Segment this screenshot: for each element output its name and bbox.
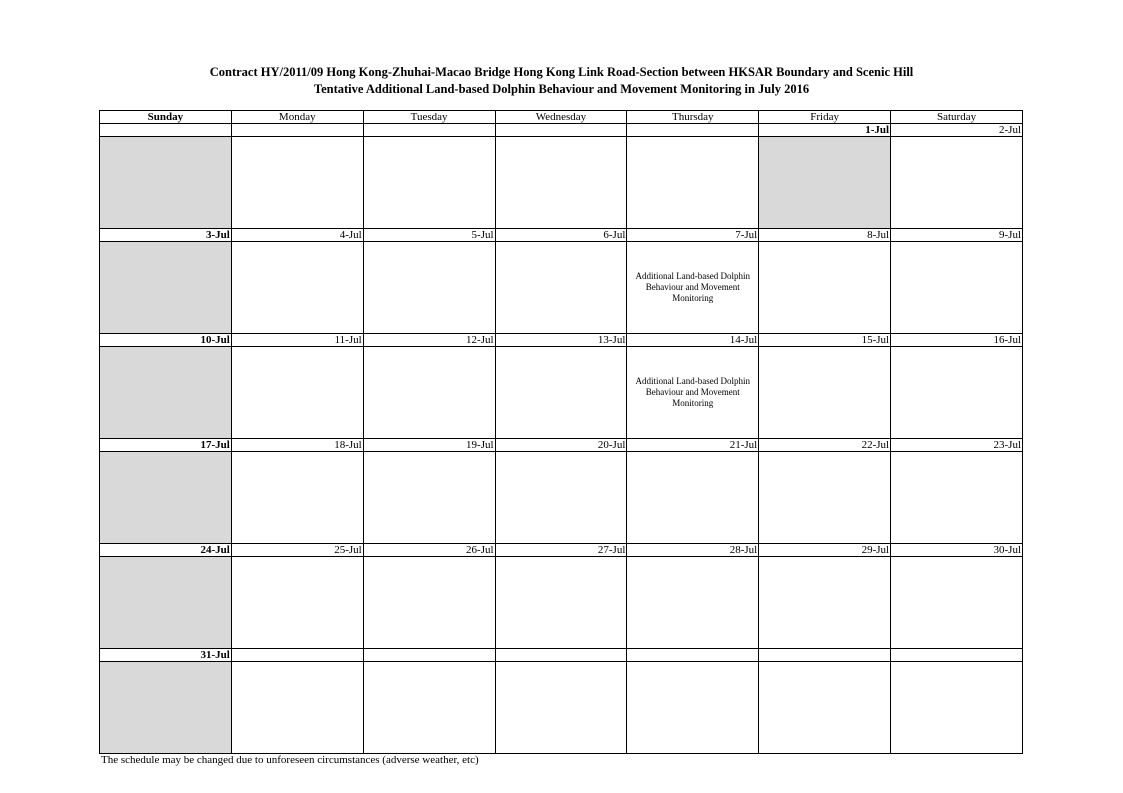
day-cell — [495, 347, 627, 439]
date-cell: 22-Jul — [759, 439, 891, 452]
date-cell: 10-Jul — [100, 334, 232, 347]
date-cell: 31-Jul — [100, 649, 232, 662]
day-cell — [100, 662, 232, 754]
day-cell — [363, 557, 495, 649]
day-cell — [891, 662, 1023, 754]
date-cell: 21-Jul — [627, 439, 759, 452]
day-cell — [363, 347, 495, 439]
day-cell — [627, 557, 759, 649]
date-cell: 11-Jul — [231, 334, 363, 347]
day-cell — [759, 662, 891, 754]
day-cell — [363, 662, 495, 754]
date-cell: 6-Jul — [495, 229, 627, 242]
day-cell — [759, 137, 891, 229]
day-cell — [627, 242, 759, 334]
event-text: Additional Land-based Dolphin Behaviour and Movement Monitoring — [635, 376, 751, 408]
day-cell — [891, 557, 1023, 649]
title-line-2: Tentative Additional Land-based Dolphin Behaviour and Movement Monitoring in July 2016 — [313, 82, 810, 96]
date-cell: 26-Jul — [363, 544, 495, 557]
week-4-body-row — [100, 452, 1023, 544]
day-cell — [891, 452, 1023, 544]
day-cell — [363, 452, 495, 544]
title-line-1: Contract HY/2011/09 Hong Kong-Zhuhai-Macao Bridge Hong Kong Link Road-Section between HKSAR Boundary and Scenic Hill — [209, 65, 914, 79]
weekday-header-wednesday: Wednesday — [495, 111, 627, 124]
date-cell: 28-Jul — [627, 544, 759, 557]
date-cell: 16-Jul — [891, 334, 1023, 347]
day-cell — [495, 242, 627, 334]
date-cell: 23-Jul — [891, 439, 1023, 452]
week-2-body-row — [100, 242, 1023, 334]
day-cell — [627, 452, 759, 544]
date-cell: 17-Jul — [100, 439, 232, 452]
schedule-footnote: The schedule may be changed due to unforeseen circumstances (adverse weather, etc) — [101, 754, 479, 766]
day-cell — [891, 137, 1023, 229]
date-cell: 7-Jul — [627, 229, 759, 242]
date-cell — [627, 649, 759, 662]
weekday-header-friday: Friday — [759, 111, 891, 124]
document-title — [0, 64, 1123, 98]
week-5-date-row — [100, 544, 1023, 557]
weekday-header-row — [100, 111, 1023, 124]
date-cell: 3-Jul — [100, 229, 232, 242]
day-cell — [100, 452, 232, 544]
day-cell — [759, 557, 891, 649]
day-cell — [495, 137, 627, 229]
day-cell — [231, 662, 363, 754]
day-cell — [759, 347, 891, 439]
day-cell — [231, 137, 363, 229]
weekday-header-thursday: Thursday — [627, 111, 759, 124]
week-1-date-row — [100, 124, 1023, 137]
date-cell: 1-Jul — [759, 124, 891, 137]
date-cell: 2-Jul — [891, 124, 1023, 137]
day-cell — [231, 452, 363, 544]
day-cell — [891, 242, 1023, 334]
date-cell: 18-Jul — [231, 439, 363, 452]
day-cell — [100, 557, 232, 649]
day-cell — [363, 137, 495, 229]
date-cell: 4-Jul — [231, 229, 363, 242]
date-cell: 27-Jul — [495, 544, 627, 557]
date-cell: 12-Jul — [363, 334, 495, 347]
day-cell — [231, 242, 363, 334]
day-cell — [495, 662, 627, 754]
day-cell — [100, 242, 232, 334]
day-cell — [100, 137, 232, 229]
week-3-date-row — [100, 334, 1023, 347]
weekday-header-saturday: Saturday — [891, 111, 1023, 124]
day-cell — [495, 452, 627, 544]
date-cell: 8-Jul — [759, 229, 891, 242]
date-cell: 15-Jul — [759, 334, 891, 347]
calendar-table — [99, 110, 1023, 754]
weekday-header-sunday: Sunday — [100, 111, 232, 124]
date-cell: 5-Jul — [363, 229, 495, 242]
day-cell — [759, 452, 891, 544]
event-text: Additional Land-based Dolphin Behaviour and Movement Monitoring — [635, 271, 751, 303]
date-cell: 24-Jul — [100, 544, 232, 557]
weekday-header-monday: Monday — [231, 111, 363, 124]
day-cell — [627, 137, 759, 229]
date-cell: 25-Jul — [231, 544, 363, 557]
day-cell — [363, 242, 495, 334]
week-4-date-row — [100, 439, 1023, 452]
date-cell — [495, 124, 627, 137]
weekday-header-tuesday: Tuesday — [363, 111, 495, 124]
week-2-date-row — [100, 229, 1023, 242]
date-cell: 29-Jul — [759, 544, 891, 557]
date-cell: 13-Jul — [495, 334, 627, 347]
date-cell — [627, 124, 759, 137]
date-cell — [495, 649, 627, 662]
date-cell: 30-Jul — [891, 544, 1023, 557]
date-cell — [363, 649, 495, 662]
day-cell — [759, 242, 891, 334]
day-cell — [627, 347, 759, 439]
date-cell — [759, 649, 891, 662]
date-cell: 19-Jul — [363, 439, 495, 452]
day-cell — [231, 347, 363, 439]
date-cell: 20-Jul — [495, 439, 627, 452]
day-cell — [495, 557, 627, 649]
date-cell — [891, 649, 1023, 662]
date-cell: 9-Jul — [891, 229, 1023, 242]
week-6-body-row — [100, 662, 1023, 754]
week-1-body-row — [100, 137, 1023, 229]
date-cell — [363, 124, 495, 137]
day-cell — [231, 557, 363, 649]
day-cell — [627, 662, 759, 754]
day-cell — [100, 347, 232, 439]
date-cell: 14-Jul — [627, 334, 759, 347]
date-cell — [100, 124, 232, 137]
week-6-date-row — [100, 649, 1023, 662]
date-cell — [231, 649, 363, 662]
day-cell — [891, 347, 1023, 439]
week-3-body-row — [100, 347, 1023, 439]
date-cell — [231, 124, 363, 137]
week-5-body-row — [100, 557, 1023, 649]
